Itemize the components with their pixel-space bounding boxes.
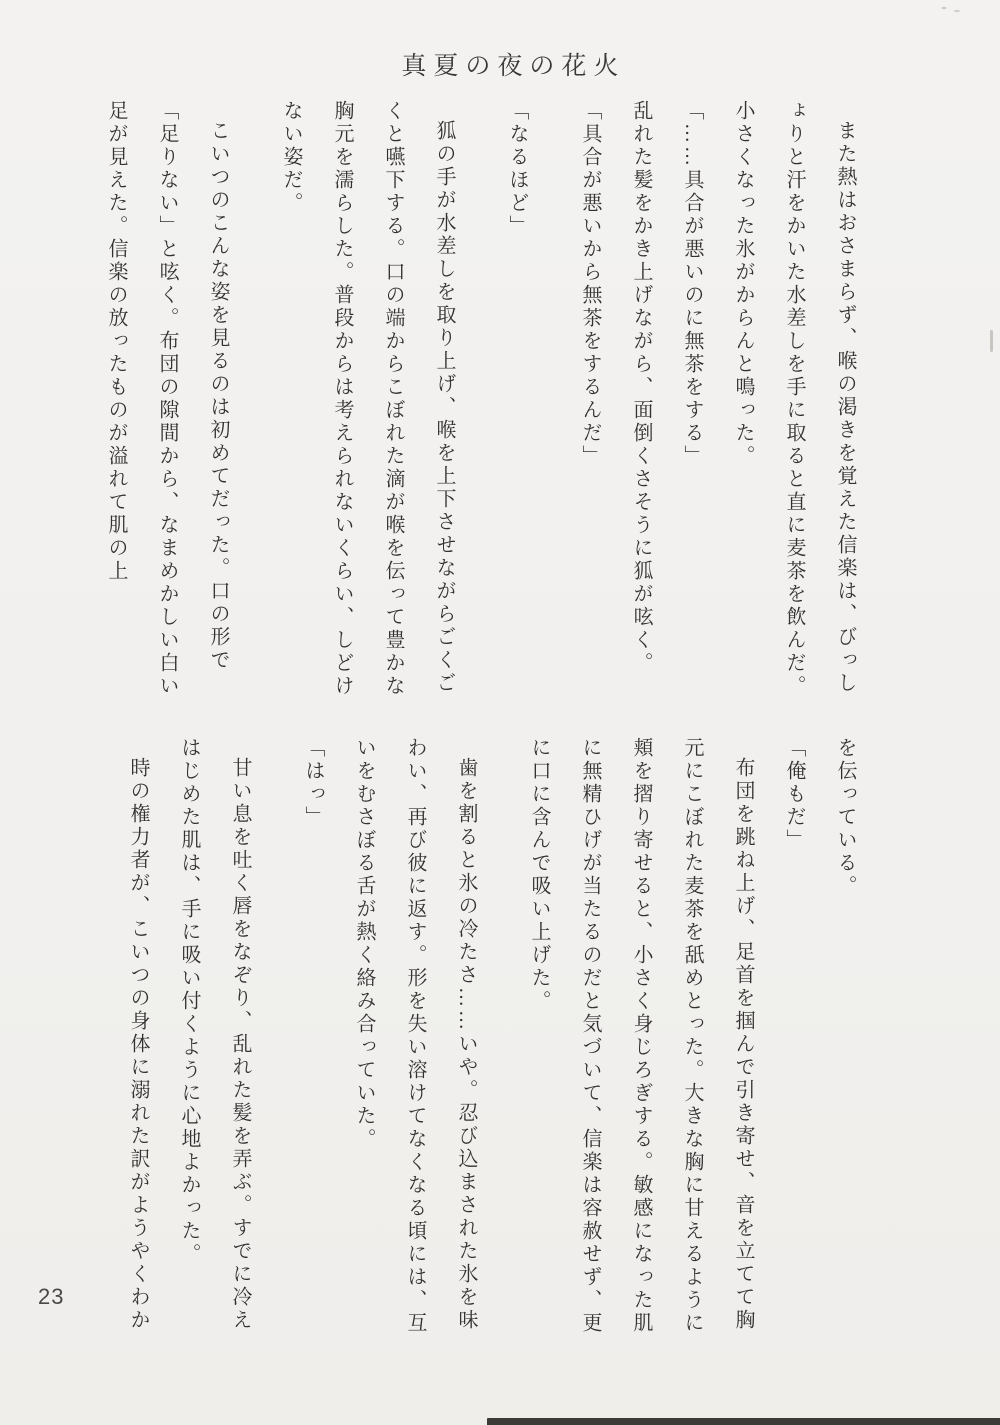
scan-artifact-corner-specks [938, 4, 964, 16]
scan-artifact-bottom-bar [487, 1418, 1000, 1425]
upper-text-block [90, 100, 870, 706]
page-title: 真夏の夜の花火 [401, 53, 626, 80]
paragraph: こいつのこんな姿を見るのは初めてだった。口の形で「足りない」と呟く。布団の隙間から、なまめかしい白い足が見えた。信楽の放ったものが溢れて肌の上 [105, 100, 229, 698]
paragraph: 乱れた髪をかき上げながら、面倒くさそうに狐が呟く。 [630, 100, 652, 675]
paragraph: 狐の手が水差しを取り上げ、喉を上下させながらごくごくと嚥下する。口の端からこぼれた滴が喉を伝って豊かな胸元を濡らした。普段からは考えられないくらい、しどけない姿だ。 [280, 100, 455, 698]
paragraph: 甘い息を吐く唇をなぞり、乱れた髪を弄ぶ。すでに冷えはじめた肌は、手に吸い付くように心地よかった。 [178, 737, 251, 1332]
paragraph: 「俺もだ」 [783, 737, 805, 852]
scan-artifact-edge-sliver [990, 330, 993, 352]
lower-text-block [112, 737, 870, 1351]
paragraph: 「具合が悪いから無茶をするんだ」 [579, 100, 601, 468]
paragraph: 布団を跳ね上げ、足首を掴んで引き寄せ、音を立てて胸元にこぼれた麦茶を舐めとった。大きな胸に甘えるように頬を摺り寄せると、小さく身じろぎする。敏感になった肌に無精ひげが当たるのだと気づいて、信楽は容赦せず、更に口に含んで吸い上げた。 [528, 737, 754, 1335]
paragraph: 歯を割ると氷の冷たさ……いや。忍び込まされた氷を味わい、再び彼に返す。形を失い溶けてなくなる頃には、互いをむさぼる舌が熱く絡み合っていた。 [353, 737, 477, 1335]
paragraph: 時の権力者が、こいつの身体に溺れた訳がようやくわか [127, 757, 149, 1332]
paragraph: 「なるほど」 [506, 100, 528, 238]
paragraph: を伝っている。 [834, 737, 856, 898]
paragraph: 「はっ」 [302, 737, 324, 829]
paragraph: また熱はおさまらず、喉の渇きを覚えた信楽は、びっしょりと汗をかいた水差しを手に取ると直に麦茶を飲んだ。小さくなった氷がからんと鳴った。 [732, 100, 856, 698]
paragraph: 「……具合が悪いのに無茶をする」 [681, 100, 703, 468]
page-number: 23 [38, 1284, 65, 1309]
